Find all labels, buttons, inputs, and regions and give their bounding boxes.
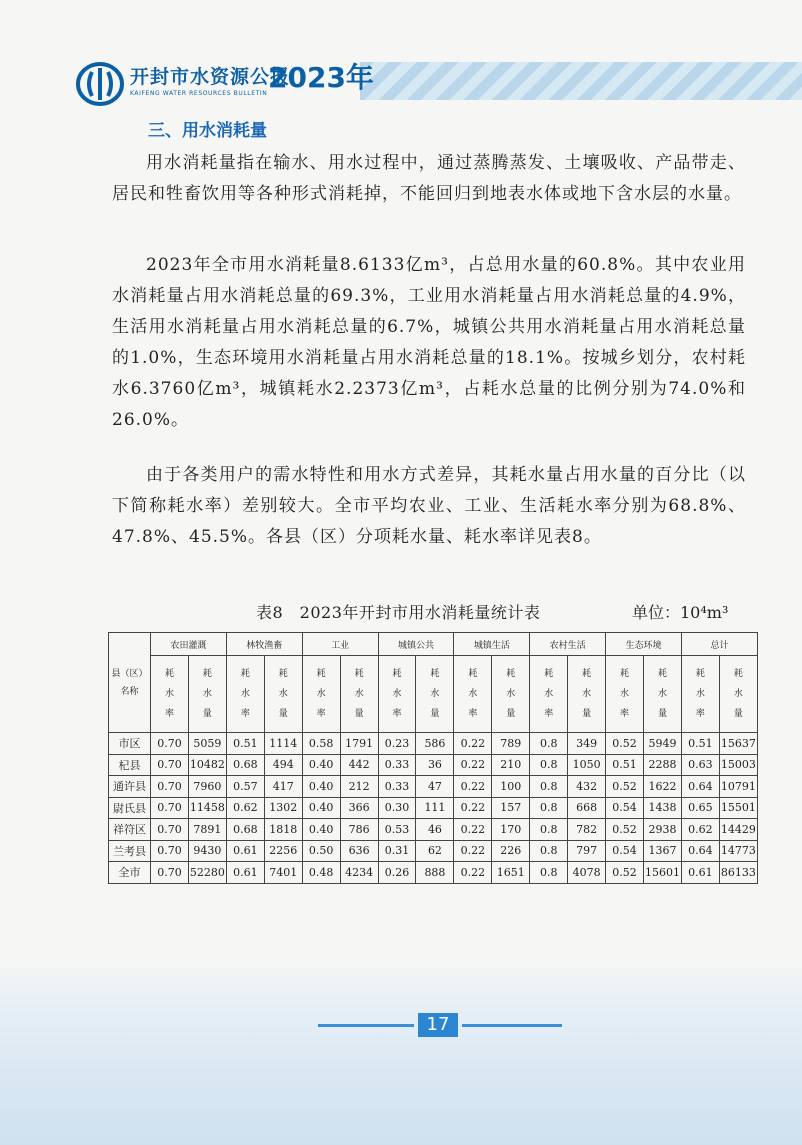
paragraph-rates: 由于各类用户的需水特性和用水方式差异，其耗水量占用水量的百分比（以下简称耗水率）差别较大。全市平均农业、工业、生活耗水率分别为68.8%、47.8%、45.5%。各县（区）分项耗水量、耗水率详见表8。 — [112, 465, 746, 547]
subheader-label: 耗水率 — [695, 669, 705, 719]
amount-cell: 62 — [416, 840, 454, 862]
amount-cell: 7960 — [188, 776, 226, 798]
table-row — [109, 754, 758, 776]
amount-subheader — [416, 656, 454, 733]
amount-cell: 494 — [264, 754, 302, 776]
table-group-header-row — [109, 633, 758, 656]
county-name-cell: 尉氏县 — [109, 797, 151, 819]
amount-cell: 5059 — [188, 733, 226, 755]
rate-cell: 0.61 — [226, 840, 264, 862]
amount-cell: 10482 — [188, 754, 226, 776]
rate-subheader — [606, 656, 644, 733]
amount-cell: 4234 — [340, 862, 378, 884]
brand-subtitle: KAIFENG WATER RESOURCES BULLETIN — [130, 90, 268, 97]
amount-cell: 1367 — [644, 840, 682, 862]
amount-cell: 1622 — [644, 776, 682, 798]
amount-cell: 14429 — [719, 819, 757, 841]
rate-cell: 0.40 — [302, 754, 340, 776]
amount-cell: 349 — [568, 733, 606, 755]
table-row — [109, 840, 758, 862]
rate-cell: 0.8 — [530, 776, 568, 798]
amount-cell: 111 — [416, 797, 454, 819]
rate-cell: 0.51 — [681, 733, 719, 755]
rate-cell: 0.64 — [681, 840, 719, 862]
rate-cell: 0.70 — [151, 754, 189, 776]
rate-cell: 0.65 — [681, 797, 719, 819]
rate-cell: 0.64 — [681, 776, 719, 798]
amount-cell: 100 — [492, 776, 530, 798]
page-number-line-right — [462, 1024, 562, 1027]
table-row — [109, 862, 758, 884]
page-number-line-left — [318, 1024, 414, 1027]
rate-cell: 0.31 — [378, 840, 416, 862]
subheader-label: 耗水量 — [202, 669, 212, 719]
rate-cell: 0.62 — [681, 819, 719, 841]
subheader-label: 耗水量 — [354, 669, 364, 719]
group-header: 城镇公共 — [378, 633, 454, 656]
rate-cell: 0.63 — [681, 754, 719, 776]
rate-cell: 0.70 — [151, 862, 189, 884]
rate-cell: 0.33 — [378, 754, 416, 776]
amount-cell: 1114 — [264, 733, 302, 755]
rate-cell: 0.48 — [302, 862, 340, 884]
amount-cell: 789 — [492, 733, 530, 755]
rate-subheader — [530, 656, 568, 733]
table-unit: 单位：10⁴m³ — [632, 603, 729, 622]
amount-cell: 1791 — [340, 733, 378, 755]
rate-cell: 0.52 — [606, 819, 644, 841]
amount-cell: 417 — [264, 776, 302, 798]
table-row — [109, 819, 758, 841]
amount-cell: 2256 — [264, 840, 302, 862]
amount-cell: 786 — [340, 819, 378, 841]
amount-cell: 7401 — [264, 862, 302, 884]
rate-cell: 0.40 — [302, 776, 340, 798]
rate-cell: 0.70 — [151, 840, 189, 862]
rate-cell: 0.54 — [606, 840, 644, 862]
paragraph-summary: 2023年全市用水消耗量8.6133亿m³，占总用水量的60.8%。其中农业用水消耗量占用水消耗总量的69.3%，工业用水消耗量占用水消耗总量的4.9%，生活用水消耗量占用水消耗总量的6.7%，城镇公共用水消耗量占用水消耗总量的1.0%，生态环境用水消耗量占用水消耗总量的18.1%。按城乡划分，农村耗水6.3760亿m³，城镇耗水2.2373亿m³，占耗水总量的比例分别为74.0%和26.0%。 — [112, 255, 746, 430]
amount-cell: 636 — [340, 840, 378, 862]
rate-cell: 0.68 — [226, 819, 264, 841]
group-header: 城镇生活 — [454, 633, 530, 656]
amount-cell: 170 — [492, 819, 530, 841]
rate-cell: 0.22 — [454, 733, 492, 755]
amount-cell: 782 — [568, 819, 606, 841]
rate-subheader — [378, 656, 416, 733]
rate-cell: 0.57 — [226, 776, 264, 798]
amount-cell: 1438 — [644, 797, 682, 819]
amount-cell: 5949 — [644, 733, 682, 755]
rate-cell: 0.51 — [606, 754, 644, 776]
subheader-label: 耗水率 — [240, 669, 250, 719]
subheader-label: 耗水量 — [278, 669, 288, 719]
rate-subheader — [302, 656, 340, 733]
rate-cell: 0.8 — [530, 733, 568, 755]
county-name-cell: 祥符区 — [109, 819, 151, 841]
subheader-label: 耗水量 — [657, 669, 667, 719]
subheader-label: 耗水率 — [468, 669, 478, 719]
rate-subheader — [681, 656, 719, 733]
rate-cell: 0.30 — [378, 797, 416, 819]
amount-cell: 14773 — [719, 840, 757, 862]
rate-cell: 0.61 — [681, 862, 719, 884]
rate-cell: 0.22 — [454, 754, 492, 776]
amount-cell: 442 — [340, 754, 378, 776]
rate-cell: 0.50 — [302, 840, 340, 862]
rate-cell: 0.8 — [530, 862, 568, 884]
amount-cell: 52280 — [188, 862, 226, 884]
subheader-label: 耗水率 — [164, 669, 174, 719]
subheader-label: 耗水率 — [392, 669, 402, 719]
page-header — [0, 40, 802, 120]
amount-cell: 210 — [492, 754, 530, 776]
rate-subheader — [454, 656, 492, 733]
amount-subheader — [340, 656, 378, 733]
rate-cell: 0.52 — [606, 733, 644, 755]
rate-cell: 0.61 — [226, 862, 264, 884]
subheader-label: 耗水率 — [316, 669, 326, 719]
county-name-cell: 全市 — [109, 862, 151, 884]
amount-cell: 366 — [340, 797, 378, 819]
subheader-label: 耗水率 — [544, 669, 554, 719]
table-row — [109, 776, 758, 798]
amount-cell: 86133 — [719, 862, 757, 884]
amount-cell: 888 — [416, 862, 454, 884]
group-header: 工业 — [302, 633, 378, 656]
amount-cell: 668 — [568, 797, 606, 819]
rate-cell: 0.8 — [530, 754, 568, 776]
table-body — [109, 733, 758, 884]
section-title: 三、用水消耗量 — [148, 121, 267, 141]
footer-wave-background — [0, 960, 802, 1145]
amount-cell: 1818 — [264, 819, 302, 841]
brand-title: 开封市水资源公报 — [130, 66, 291, 88]
rate-cell: 0.22 — [454, 862, 492, 884]
rate-cell: 0.70 — [151, 797, 189, 819]
amount-cell: 226 — [492, 840, 530, 862]
amount-subheader — [188, 656, 226, 733]
rate-cell: 0.22 — [454, 840, 492, 862]
group-header: 生态环境 — [606, 633, 682, 656]
amount-cell: 797 — [568, 840, 606, 862]
amount-cell: 1302 — [264, 797, 302, 819]
county-name-cell: 通许县 — [109, 776, 151, 798]
amount-cell: 9430 — [188, 840, 226, 862]
rate-cell: 0.26 — [378, 862, 416, 884]
rate-cell: 0.22 — [454, 776, 492, 798]
amount-cell: 10791 — [719, 776, 757, 798]
rate-cell: 0.40 — [302, 797, 340, 819]
bulletin-logo-icon — [76, 60, 124, 108]
county-name-cell: 杞县 — [109, 754, 151, 776]
rate-cell: 0.23 — [378, 733, 416, 755]
amount-cell: 15003 — [719, 754, 757, 776]
table-caption: 表8 2023年开封市用水消耗量统计表 — [256, 603, 541, 622]
rate-cell: 0.70 — [151, 733, 189, 755]
paragraph-definition: 用水消耗量指在输水、用水过程中，通过蒸腾蒸发、土壤吸收、产品带走、居民和牲畜饮用等各种形式消耗掉，不能回归到地表水体或地下含水层的水量。 — [112, 153, 746, 204]
rate-cell: 0.52 — [606, 776, 644, 798]
rate-cell: 0.54 — [606, 797, 644, 819]
amount-cell: 7891 — [188, 819, 226, 841]
rate-cell: 0.8 — [530, 819, 568, 841]
rate-cell: 0.8 — [530, 840, 568, 862]
rate-subheader — [151, 656, 189, 733]
rate-cell: 0.62 — [226, 797, 264, 819]
amount-cell: 36 — [416, 754, 454, 776]
rate-cell: 0.8 — [530, 797, 568, 819]
rate-cell: 0.53 — [378, 819, 416, 841]
rate-cell: 0.70 — [151, 776, 189, 798]
amount-cell: 15637 — [719, 733, 757, 755]
amount-subheader — [264, 656, 302, 733]
rate-cell: 0.58 — [302, 733, 340, 755]
amount-subheader — [568, 656, 606, 733]
county-header: 县（区）名称 — [109, 633, 151, 733]
subheader-label: 耗水率 — [620, 669, 630, 719]
subheader-label: 耗水量 — [582, 669, 592, 719]
table-row — [109, 797, 758, 819]
group-header: 总计 — [681, 633, 757, 656]
rate-cell: 0.68 — [226, 754, 264, 776]
rate-cell: 0.51 — [226, 733, 264, 755]
amount-subheader — [492, 656, 530, 733]
amount-cell: 15601 — [644, 862, 682, 884]
amount-cell: 212 — [340, 776, 378, 798]
subheader-label: 耗水量 — [506, 669, 516, 719]
amount-cell: 2288 — [644, 754, 682, 776]
header-stripe-band — [360, 62, 802, 100]
group-header: 林牧渔畜 — [226, 633, 302, 656]
amount-subheader — [719, 656, 757, 733]
county-name-cell: 兰考县 — [109, 840, 151, 862]
rate-subheader — [226, 656, 264, 733]
table-row — [109, 733, 758, 755]
amount-cell: 47 — [416, 776, 454, 798]
rate-cell: 0.52 — [606, 862, 644, 884]
brand-year: 2023年 — [268, 61, 374, 94]
amount-cell: 1651 — [492, 862, 530, 884]
rate-cell: 0.22 — [454, 797, 492, 819]
consumption-table — [108, 632, 758, 884]
table-sub-header-row — [109, 656, 758, 733]
group-header: 农田灌溉 — [151, 633, 227, 656]
amount-cell: 1050 — [568, 754, 606, 776]
subheader-label: 耗水量 — [430, 669, 440, 719]
amount-cell: 15501 — [719, 797, 757, 819]
rate-cell: 0.22 — [454, 819, 492, 841]
rate-cell: 0.40 — [302, 819, 340, 841]
page-number: 17 — [418, 1013, 458, 1037]
amount-cell: 46 — [416, 819, 454, 841]
amount-cell: 4078 — [568, 862, 606, 884]
group-header: 农村生活 — [530, 633, 606, 656]
county-name-cell: 市区 — [109, 733, 151, 755]
subheader-label: 耗水量 — [733, 669, 743, 719]
amount-cell: 11458 — [188, 797, 226, 819]
amount-subheader — [644, 656, 682, 733]
amount-cell: 586 — [416, 733, 454, 755]
amount-cell: 432 — [568, 776, 606, 798]
amount-cell: 2938 — [644, 819, 682, 841]
amount-cell: 157 — [492, 797, 530, 819]
rate-cell: 0.33 — [378, 776, 416, 798]
rate-cell: 0.70 — [151, 819, 189, 841]
